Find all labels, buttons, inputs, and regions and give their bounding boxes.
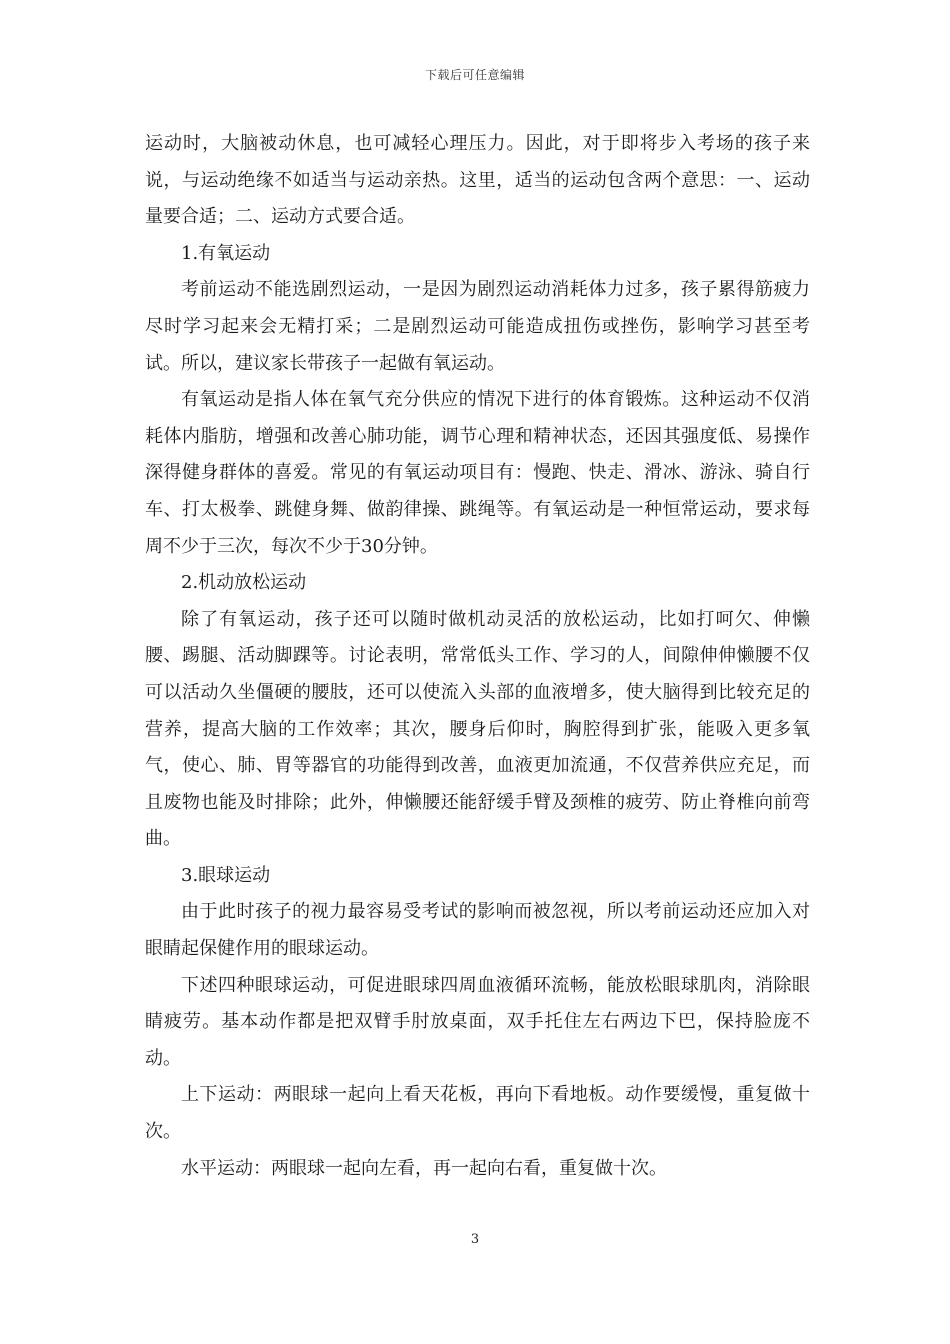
paragraph-relax: 除了有氧运动，孩子还可以随时做机动灵活的放松运动，比如打呵欠、伸懒腰、踢腿、活动脚踝等。讨论表明，常常低头工作、学习的人，间隙伸伸懒腰不仅可以活动久坐僵硬的腰肢，还可以使流入头部的血液增多，使大脑得到比较充足的营养，提高大脑的工作效率；其次，腰身后仰时，胸腔得到扩张，能吸入更多氧气，使心、肺、胃等器官的功能得到改善，血液更加流通，不仅营养供应充足，而且废物也能及时排除；此外，伸懒腰还能舒缓手臂及颈椎的疲劳、防止脊椎向前弯曲。 <box>145 608 810 850</box>
paragraph-aerobic-1: 考前运动不能选剧烈运动，一是因为剧烈运动消耗体力过多，孩子累得筋疲力尽时学习起来会无精打采；二是剧烈运动可能造成扭伤或挫伤，影响学习甚至考试。所以，建议家长带孩子一起做有氧运动。 <box>145 279 810 374</box>
paragraph-eye-1: 由于此时孩子的视力最容易受考试的影响而被忽视，所以考前运动还应加入对眼睛起保健作用的眼球运动。 <box>145 901 810 960</box>
paragraph-eye-2: 下述四种眼球运动，可促进眼球四周血液循环流畅，能放松眼球肌肉，消除眼睛疲劳。基本动作都是把双臂手肘放桌面，双手托住左右两边下巴，保持脸庞不动。 <box>145 974 810 1069</box>
page-number: 3 <box>470 1232 480 1247</box>
paragraph-intro: 运动时，大脑被动休息，也可减轻心理压力。因此，对于即将步入考场的孩子来说，与运动绝缘不如适当与运动亲热。这里，适当的运动包含两个意思：一、运动量要合适；二、运动方式要合适。 <box>145 133 810 228</box>
paragraph-aerobic-2: 有氧运动是指人体在氧气充分供应的情况下进行的体育锻炼。这种运动不仅消耗体内脂肪，增强和改善心肺功能，调节心理和精神状态，还因其强度低、易操作深得健身群体的喜爱。常见的有氧运动项目有：慢跑、快走、滑冰、游泳、骑自行车、打太极拳、跳健身舞、做韵律操、跳绳等。有氧运动是一种恒常运动，要求每周不少于三次，每次不少于30分钟。 <box>145 389 810 557</box>
section-heading-eye: 3.眼球运动 <box>181 864 271 886</box>
document-body <box>145 126 810 1187</box>
paragraph-eye-updown: 上下运动：两眼球一起向上看天花板，再向下看地板。动作要缓慢，重复做十次。 <box>145 1084 810 1143</box>
section-heading-relax: 2.机动放松运动 <box>181 572 307 594</box>
section-heading-aerobic: 1.有氧运动 <box>181 242 271 264</box>
paragraph-eye-horizontal: 水平运动：两眼球一起向左看，再一起向右看，重复做十次。 <box>181 1157 667 1179</box>
page-header: 下载后可任意编辑 <box>424 68 525 82</box>
